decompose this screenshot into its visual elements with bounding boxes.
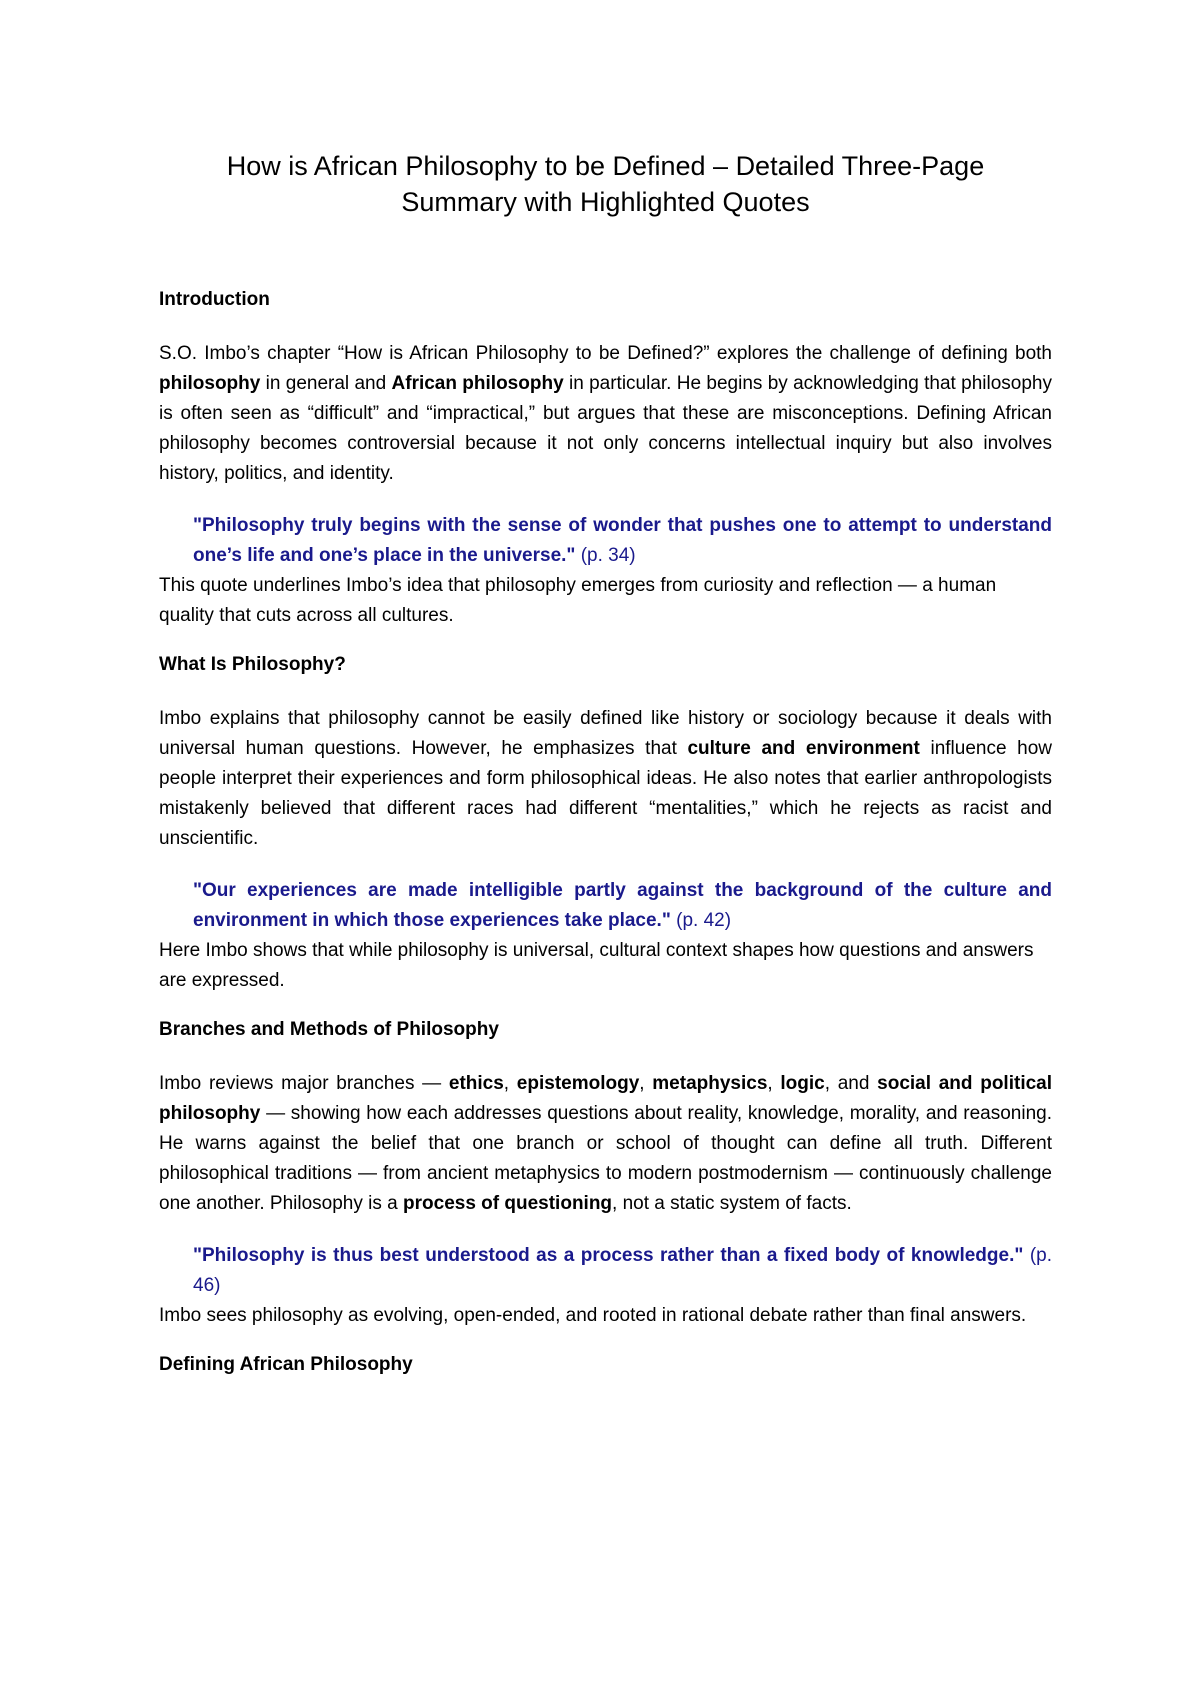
highlighted-quote: "Philosophy is thus best understood as a process rather than a fixed body of knowledge." (p. 46): [193, 1245, 1052, 1296]
section-heading-what-is-philosophy: What Is Philosophy?: [159, 654, 346, 675]
document-title: [159, 148, 1052, 220]
quote-commentary: This quote underlines Imbo’s idea that philosophy emerges from curiosity and reflection — a human quality that cuts across all cultures.: [159, 575, 997, 626]
section-heading-introduction: Introduction: [159, 289, 270, 310]
intro-paragraph: S.O. Imbo’s chapter “How is African Philosophy to be Defined?” explores the challenge of defining both philosophy in general and African philosophy in particular. He begins by acknowledging that philosophy is often seen as “difficult” and “impractical,” but argues that these are misconceptions. Defining African philosophy becomes controversial because it not only concerns intellectual inquiry but also involves history, politics, and identity.: [159, 343, 1052, 484]
highlighted-quote: "Philosophy truly begins with the sense of wonder that pushes one to attempt to understand one’s life and one’s place in the universe." (p. 34): [193, 515, 1052, 566]
quote-commentary: Imbo sees philosophy as evolving, open-ended, and rooted in rational debate rather than final answers.: [159, 1305, 1027, 1326]
title-line-1: How is African Philosophy to be Defined – Detailed Three-Page: [226, 151, 985, 181]
title-line-2: Summary with Highlighted Quotes: [401, 187, 810, 217]
branches-paragraph: Imbo reviews major branches — ethics, epistemology, metaphysics, logic, and social and political philosophy — showing how each addresses questions about reality, knowledge, morality, and reasoning. He warns against the belief that one branch or school of thought can define all truth. Different philosophical traditions — from ancient metaphysics to modern postmodernism — continuously challenge one another. Philosophy is a process of questioning, not a static system of facts.: [159, 1073, 1053, 1214]
quote-commentary: Here Imbo shows that while philosophy is universal, cultural context shapes how questions and answers are expressed.: [159, 940, 1034, 991]
section-heading-branches: Branches and Methods of Philosophy: [159, 1019, 499, 1040]
document-page: [159, 148, 1052, 1379]
what-is-philosophy-paragraph: Imbo explains that philosophy cannot be easily defined like history or sociology because it deals with universal human questions. However, he emphasizes that culture and environment influence how people interpret their experiences and form philosophical ideas. He also notes that earlier anthropologists mistakenly believed that different races had different “mentalities,” which he rejects as racist and unscientific.: [159, 708, 1053, 849]
section-heading-defining-african-philosophy: Defining African Philosophy: [159, 1354, 413, 1375]
highlighted-quote: "Our experiences are made intelligible partly against the background of the culture and environment in which those experiences take place." (p. 42): [193, 880, 1052, 931]
